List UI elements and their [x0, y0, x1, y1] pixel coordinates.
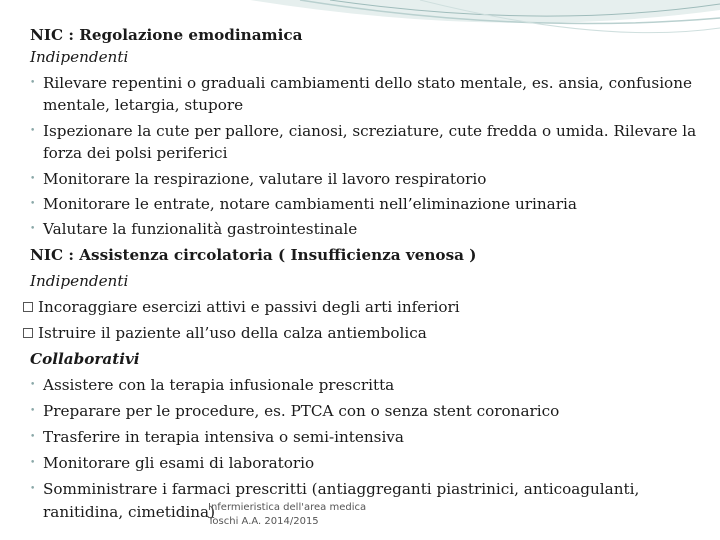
list-item: Monitorare le entrate, notare cambiamenti nell’eliminazione urinaria: [43, 195, 577, 213]
list-item: Monitorare la respirazione, valutare il lavoro respiratorio: [43, 170, 487, 188]
list-item: Valutare la funzionalità gastrointestinale: [43, 220, 358, 238]
bullet-icon: •: [30, 224, 36, 234]
list-item: Preparare per le procedure, es. PTCA con o senza stent coronarico: [43, 402, 560, 420]
bullet-icon: •: [30, 458, 36, 468]
list-item-continuation: forza dei polsi periferici: [43, 144, 228, 162]
list-item: Incoraggiare esercizi attivi e passivi degli arti inferiori: [38, 298, 460, 316]
list-item: Trasferire in terapia intensiva o semi-intensiva: [43, 428, 404, 446]
list-item: Somministrare i farmaci prescritti (antiaggreganti piastrinici, anticoagulanti,: [43, 480, 640, 498]
section2-subtitle-collaborativi: Collaborativi: [30, 350, 140, 368]
list-item-continuation: mentale, letargia, stupore: [43, 96, 244, 114]
bullet-icon: •: [30, 380, 36, 390]
footer-course: Infermieristica dell'area medica: [208, 502, 367, 513]
section2-subtitle-indipendenti: Indipendenti: [30, 272, 129, 290]
slide-footer: [208, 501, 366, 529]
list-item: Ispezionare la cute per pallore, cianosi, screziature, cute fredda o umida. Rilevare la: [43, 122, 697, 140]
bullet-icon: •: [30, 78, 36, 88]
footer-author-year: Toschi A.A. 2014/2015: [208, 516, 319, 527]
bullet-icon: •: [30, 199, 36, 209]
bullet-icon: •: [30, 432, 36, 442]
list-item: Istruire il paziente all’uso della calza antiembolica: [38, 324, 427, 342]
list-item-continuation: ranitidina, cimetidina): [43, 503, 216, 521]
list-item: Assistere con la terapia infusionale prescritta: [43, 376, 395, 394]
bullet-icon: •: [30, 484, 36, 494]
bullet-icon: •: [30, 174, 36, 184]
list-item: Rilevare repentini o graduali cambiamenti dello stato mentale, es. ansia, confusione: [43, 74, 692, 92]
checkbox-icon: [23, 302, 33, 312]
bullet-icon: •: [30, 126, 36, 136]
section1-subtitle: Indipendenti: [30, 48, 129, 66]
bullet-icon: •: [30, 406, 36, 416]
section2-title: NIC : Assistenza circolatoria ( Insufficienza venosa ): [30, 246, 477, 264]
section1-title: NIC : Regolazione emodinamica: [30, 26, 303, 44]
list-item: Monitorare gli esami di laboratorio: [43, 454, 315, 472]
checkbox-icon: [23, 328, 33, 338]
